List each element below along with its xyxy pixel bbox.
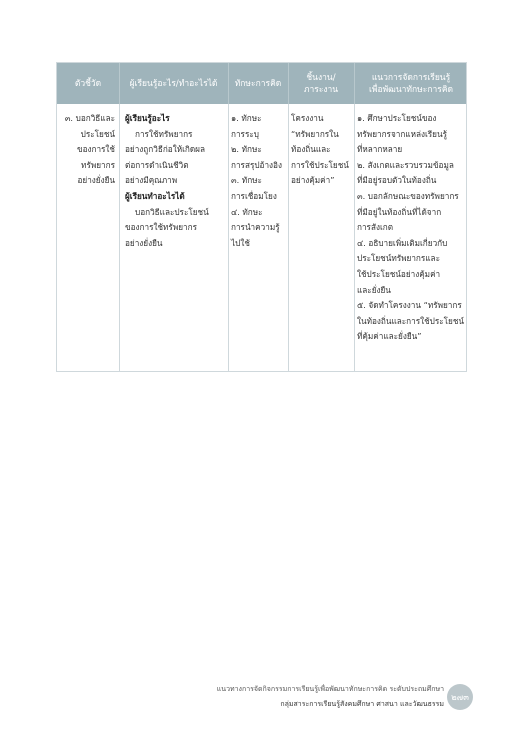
guide-line: และยั่งยืน — [357, 284, 391, 295]
work-line: อย่างคุ้มค่า” — [291, 175, 335, 186]
header-skills: ทักษะการคิด — [234, 78, 282, 89]
column-divider — [288, 104, 289, 371]
indicator-cell — [59, 111, 115, 189]
skill-line: ไปใช้ — [231, 237, 250, 248]
learner-line: อย่างมีคุณภาพ — [125, 175, 178, 186]
table-header — [57, 63, 466, 104]
guide-line: ทรัพยากรจากแหล่งเรียนรู้ — [357, 128, 447, 139]
column-divider — [119, 104, 120, 371]
learner-line: อย่างถูกวิธีก่อให้เกิดผล — [125, 144, 205, 155]
guide-line: ที่คุ้มค่าและยั่งยืน” — [357, 331, 422, 342]
guide-line: ๒. สังเกตและรวบรวมข้อมูล — [357, 159, 454, 170]
learner-line: ของการใช้ทรัพยากร — [125, 222, 197, 233]
guide-line: ใช้ประโยชน์อย่างคุ้มค่า — [357, 268, 441, 279]
footer-subject: กลุ่มสาระการเรียนรู้สังคมศึกษา ศาสนา และวัฒนธรรม — [280, 700, 444, 708]
guide-line: ประโยชน์ทรัพยากรและ — [357, 253, 440, 264]
work-line: โครงงาน — [291, 113, 324, 123]
guide-line: ในท้องถิ่นและการใช้ประโยชน์ — [357, 315, 465, 326]
footer-book-title: แนวทางการจัดกิจกรรมการเรียนรู้เพื่อพัฒนาทักษะการคิด ระดับประถมศึกษา — [216, 685, 444, 693]
work-cell — [291, 111, 353, 189]
guide-line: ที่หลากหลาย — [357, 144, 403, 155]
skill-line: การนำความรู้ — [231, 222, 280, 233]
header-indicator: ตัวชี้วัด — [74, 78, 102, 89]
indicator-line: ๓. บอกวิธีและ — [64, 113, 115, 123]
skill-line: ๑. ทักษะ — [231, 113, 262, 123]
guide-line: ที่มีอยู่ในท้องถิ่นที่ได้จาก — [357, 206, 442, 217]
indicator-line: อย่างยั่งยืน — [77, 175, 115, 186]
guide-line: การสังเกต — [357, 222, 394, 233]
indicator-line: ทรัพยากร — [81, 159, 115, 170]
learner-line: อย่างยั่งยืน — [125, 237, 163, 248]
work-line: การใช้ประโยชน์ — [291, 159, 349, 170]
do-heading: ผู้เรียนทำอะไรได้ — [125, 190, 185, 201]
learner-cell — [125, 111, 225, 251]
learner-line: ต่อการดำเนินชีวิต — [125, 159, 189, 170]
guide-line: ๕. จัดทำโครงงาน “ทรัพยากร — [357, 300, 462, 311]
column-divider — [354, 104, 355, 371]
page-number-badge — [447, 684, 473, 710]
guide-line: ๓. บอกลักษณะของทรัพยากร — [357, 190, 459, 201]
skill-line: ๔. ทักษะ — [231, 206, 263, 217]
skill-line: การระบุ — [231, 128, 259, 139]
learner-line: บอกวิธีและประโยชน์ — [135, 206, 209, 217]
work-line: ท้องถิ่นและ — [291, 144, 331, 155]
indicator-line: ประโยชน์ — [80, 128, 115, 139]
guide-line: ที่มีอยู่รอบตัวในท้องถิ่น — [357, 175, 437, 186]
skills-cell — [231, 111, 287, 251]
work-line: “ทรัพยากรใน — [291, 128, 339, 139]
skill-line: การเชื่อมโยง — [231, 190, 277, 201]
know-heading: ผู้เรียนรู้อะไร — [125, 113, 170, 123]
column-divider — [228, 104, 229, 371]
page-number: ๒๗๓ — [451, 693, 469, 703]
header-guide: แนวการจัดการเรียนรู้ เพื่อพัฒนาทักษะการคิด — [368, 72, 454, 95]
learner-line: การใช้ทรัพยากร — [135, 128, 193, 139]
skill-line: ๓. ทักษะ — [231, 175, 262, 186]
curriculum-table — [56, 62, 467, 372]
guide-line: ๑. ศึกษาประโยชน์ของ — [357, 113, 437, 123]
skill-line: การสรุปอ้างอิง — [231, 159, 282, 170]
indicator-line: ของการใช้ — [76, 144, 115, 155]
header-learner: ผู้เรียนรู้อะไร/ทำอะไรได้ — [129, 78, 218, 89]
header-work: ชิ้นงาน/ ภาระงาน — [303, 72, 339, 95]
guide-line: ๔. อธิบายเพิ่มเติมเกี่ยวกับ — [357, 237, 448, 248]
skill-line: ๒. ทักษะ — [231, 144, 262, 155]
guide-cell — [357, 111, 467, 345]
